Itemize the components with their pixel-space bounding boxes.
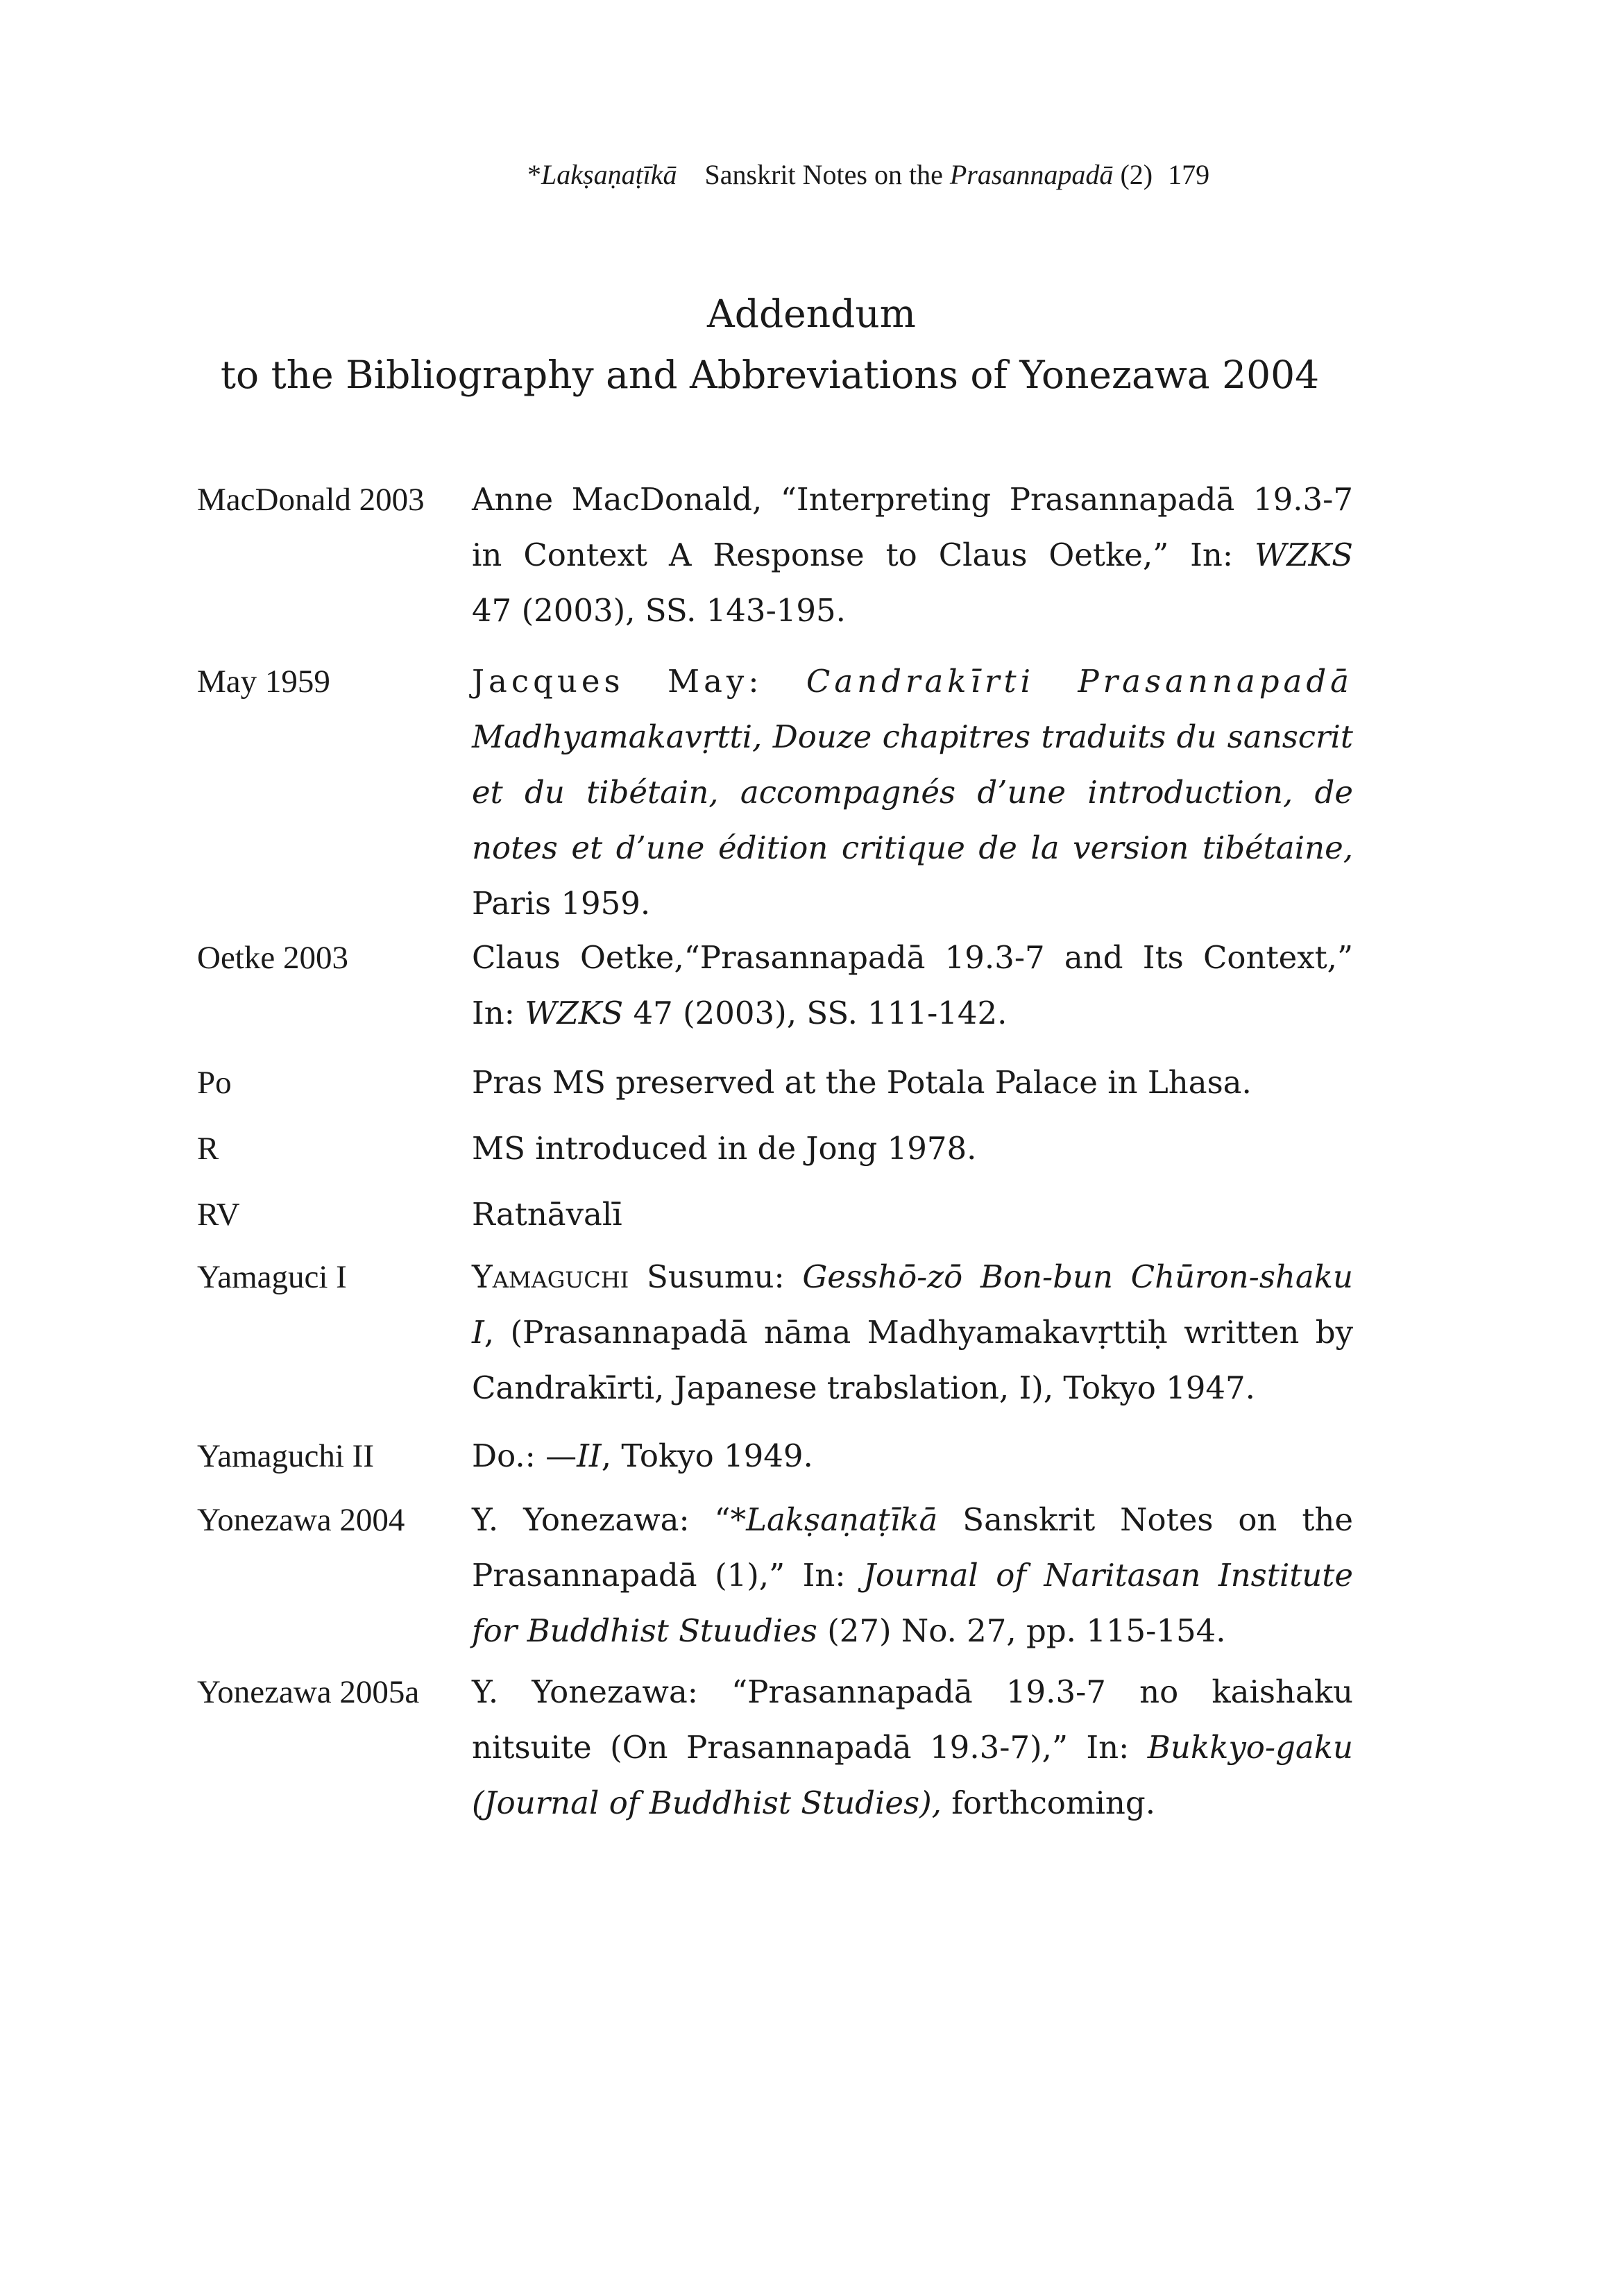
entry-line: Anne MacDonald, “Interpreting Prasannapadā 19.3-7 bbox=[472, 481, 1353, 518]
book-title: Candrakīrti Prasannapadā bbox=[806, 663, 1353, 700]
running-head-title-italic: Lakṣaṇaṭīkā bbox=[541, 159, 677, 190]
page-number: 179 bbox=[1168, 159, 1210, 190]
entry-abbreviation: Oetke 2003 bbox=[197, 940, 348, 976]
entry-text: In: bbox=[472, 995, 525, 1031]
entry-abbreviation: Yamaguci I bbox=[197, 1259, 347, 1295]
entry-description bbox=[472, 930, 1353, 1041]
entry-line bbox=[472, 1492, 1353, 1548]
running-head-work: Prasannapadā bbox=[949, 159, 1114, 190]
entry-line: Claus Oetke,“Prasannapadā 19.3-7 and Its Context,” bbox=[472, 939, 1353, 976]
entry-text: Susumu: bbox=[629, 1258, 803, 1295]
volume-number: I bbox=[472, 1314, 484, 1351]
entry-abbreviation: Po bbox=[197, 1065, 232, 1101]
entry-description bbox=[472, 1428, 1353, 1484]
entry-text: Y. Yonezawa: “ bbox=[472, 1501, 731, 1538]
running-head-star: * bbox=[527, 159, 541, 190]
author-name: Yamaguchi bbox=[472, 1258, 629, 1295]
journal-subtitle: (Journal of Buddhist Studies), bbox=[472, 1784, 942, 1821]
entry-abbreviation: R bbox=[197, 1131, 219, 1167]
volume-number: II bbox=[577, 1437, 602, 1474]
entry-line: et du tibétain, accompagnés d’une introduction, de bbox=[472, 774, 1353, 811]
entry-line bbox=[472, 527, 1353, 583]
entry-description bbox=[472, 472, 1353, 639]
entry-line bbox=[472, 1428, 1353, 1484]
journal-title: Bukkyo-gaku bbox=[1147, 1729, 1353, 1766]
entry-abbreviation: RV bbox=[197, 1197, 240, 1233]
journal-title: WZKS bbox=[1255, 537, 1353, 573]
entry-text: Prasannapadā (1),” In: bbox=[472, 1557, 863, 1594]
entry-line: notes et d’une édition critique de la version tibétaine, bbox=[472, 829, 1353, 866]
entry-description bbox=[472, 1187, 1353, 1242]
entry-text: Jacques May: bbox=[472, 663, 806, 700]
entry-line: Paris 1959. bbox=[472, 885, 651, 922]
entry-line bbox=[472, 986, 1353, 1041]
entry-text: in Context A Response to Claus Oetke,” In: bbox=[472, 537, 1255, 573]
running-head bbox=[527, 158, 1346, 191]
entry-text: nitsuite (On Prasannapadā 19.3-7),” In: bbox=[472, 1729, 1148, 1766]
entry-line bbox=[472, 1603, 1353, 1659]
journal-title: for Buddhist Stuudies bbox=[472, 1612, 817, 1649]
entry-abbreviation: May 1959 bbox=[197, 664, 330, 700]
entry-line: Madhyamakavṛtti, Douze chapitres traduits du sanscrit bbox=[472, 718, 1353, 755]
book-title: Gesshō-zō Bon-bun Chūron-shaku bbox=[802, 1258, 1353, 1295]
entry-text: , Tokyo 1949. bbox=[601, 1437, 813, 1474]
journal-title: Journal of Naritasan Institute bbox=[863, 1557, 1353, 1594]
entry-line bbox=[472, 1548, 1353, 1603]
entry-text: 47 (2003), SS. 111-142. bbox=[623, 995, 1008, 1031]
entry-line bbox=[472, 1775, 1353, 1831]
entry-abbreviation: Yonezawa 2004 bbox=[197, 1502, 405, 1538]
page-subtitle: to the Bibliography and Abbreviations of Yonezawa 2004 bbox=[220, 353, 1320, 397]
entry-line: Candrakīrti, Japanese trabslation, I), Tokyo 1947. bbox=[472, 1369, 1255, 1406]
entry-line: 47 (2003), SS. 143-195. bbox=[472, 592, 846, 629]
entry-text: (27) No. 27, pp. 115-154. bbox=[817, 1612, 1226, 1649]
entry-description bbox=[472, 1492, 1353, 1659]
page-title: Addendum bbox=[707, 292, 916, 336]
entry-abbreviation: Yonezawa 2005a bbox=[197, 1674, 420, 1710]
entry-line bbox=[472, 1720, 1353, 1775]
entry-description bbox=[472, 1664, 1353, 1831]
entry-line bbox=[472, 654, 1353, 709]
running-head-part: (2) bbox=[1120, 159, 1153, 190]
entry-line: Y. Yonezawa: “Prasannapadā 19.3-7 no kaishaku bbox=[472, 1673, 1353, 1710]
entry-description bbox=[472, 1249, 1353, 1416]
journal-title: WZKS bbox=[525, 995, 624, 1031]
entry-description bbox=[472, 1121, 1353, 1176]
entry-description bbox=[472, 654, 1353, 931]
entry-line: Pras MS preserved at the Potala Palace in Lhasa. bbox=[472, 1064, 1252, 1101]
article-title: *Lakṣaṇaṭīkā bbox=[730, 1501, 938, 1538]
entry-line bbox=[472, 1305, 1353, 1360]
entry-line bbox=[472, 1249, 1353, 1305]
entry-abbreviation: MacDonald 2003 bbox=[197, 482, 425, 518]
entry-text: Do.: — bbox=[472, 1437, 577, 1474]
entry-text: , (Prasannapadā nāma Madhyamakavṛttiḥ written by bbox=[484, 1314, 1353, 1351]
running-head-title-rest: Sanskrit Notes on the bbox=[704, 159, 943, 190]
entry-abbreviation: Yamaguchi II bbox=[197, 1438, 374, 1474]
entry-description bbox=[472, 1055, 1353, 1111]
entry-text: Sanskrit Notes on the bbox=[937, 1501, 1354, 1538]
entry-line: Ratnāvalī bbox=[472, 1196, 622, 1233]
entry-line: MS introduced in de Jong 1978. bbox=[472, 1130, 977, 1167]
entry-text: forthcoming. bbox=[941, 1784, 1156, 1821]
